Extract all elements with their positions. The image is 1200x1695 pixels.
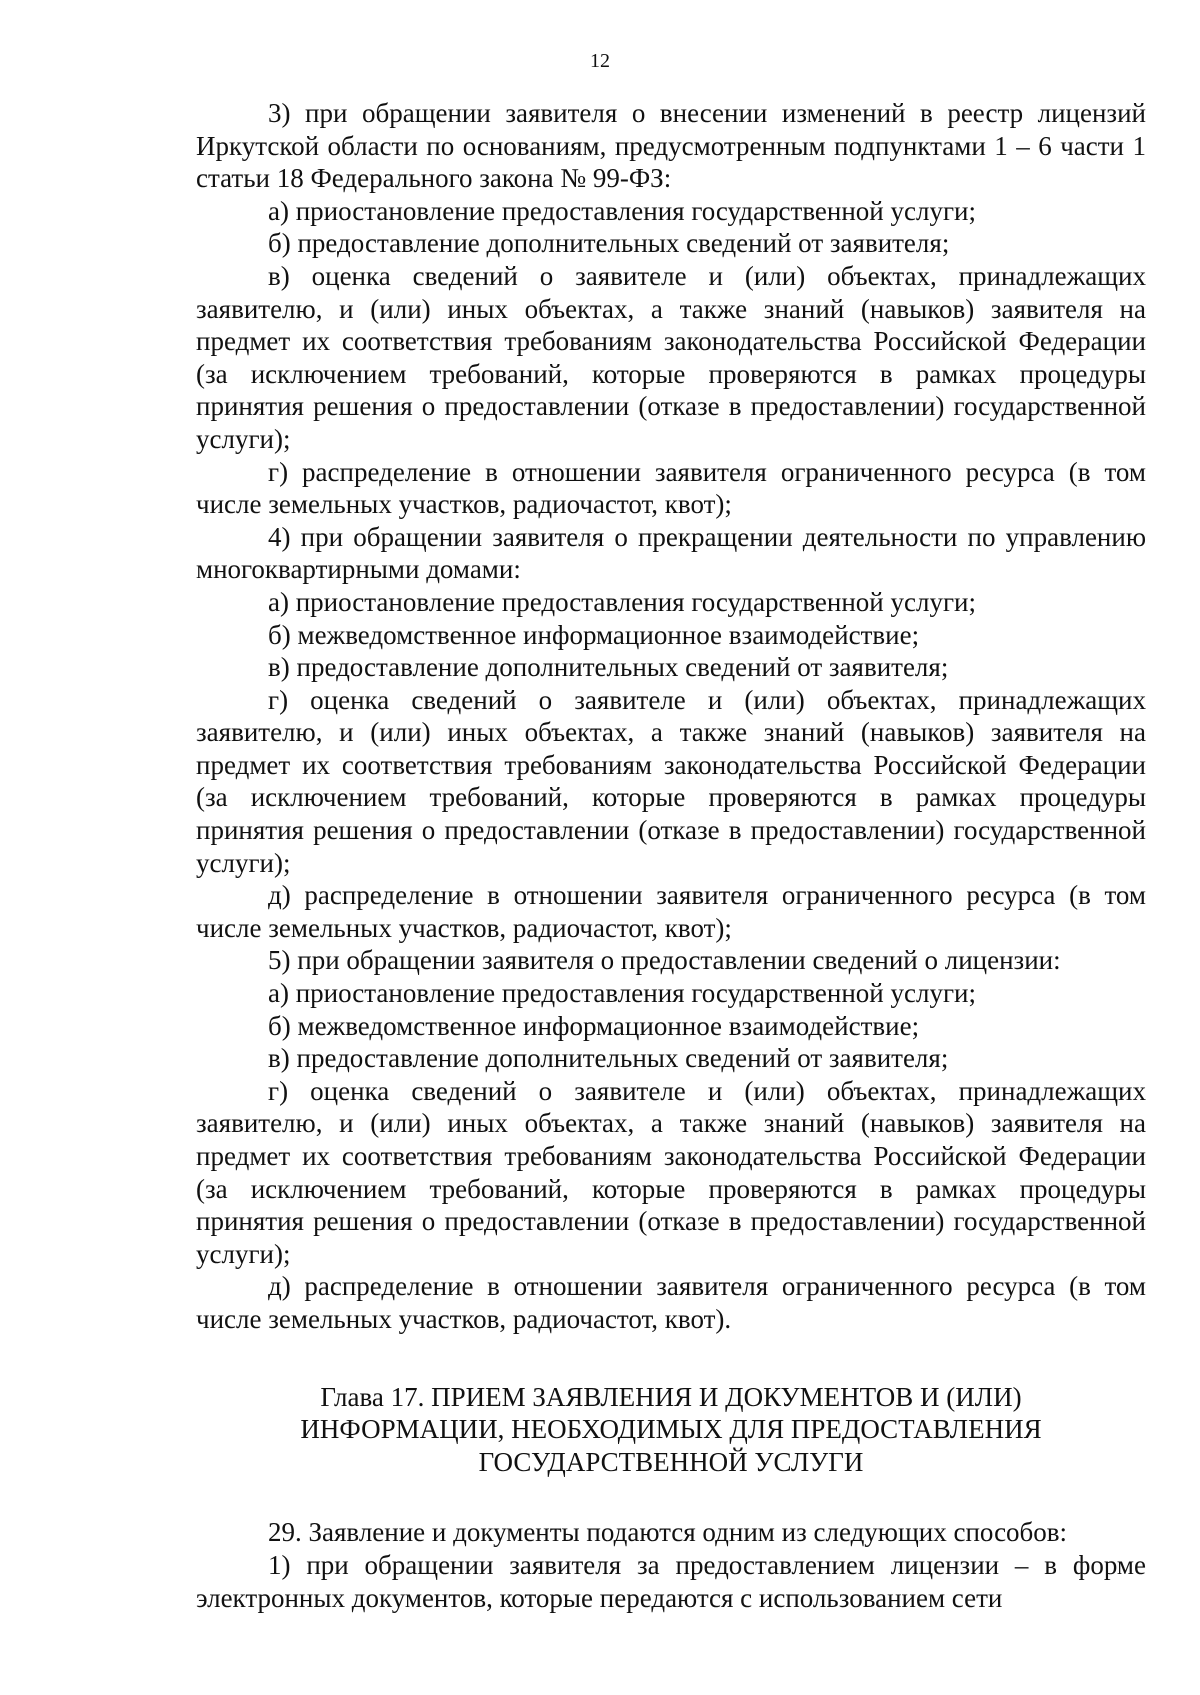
paragraph: а) приостановление предоставления государственной услуги; <box>268 195 976 226</box>
paragraph: 4) при обращении заявителя о прекращении деятельности по управлению многоквартирными домами: <box>196 521 1146 585</box>
document-body <box>196 97 1146 1614</box>
page-number: 12 <box>590 50 610 72</box>
chapter-heading <box>196 1381 1146 1479</box>
paragraph: г) оценка сведений о заявителе и (или) объектах, принадлежащих заявителю, и (или) иных объектах, а также знаний (навыков) заявителя на предмет их соответствия требованиям законодательства Российской Федерации (за исключением требований, которые проверяются в рамках процедуры принятия решения о предоставлении (отказе в предоставлении) государственной услуги); <box>196 1075 1146 1269</box>
paragraph: г) распределение в отношении заявителя ограниченного ресурса (в том числе земельных участков, радиочастот, квот); <box>196 456 1146 520</box>
paragraph: д) распределение в отношении заявителя ограниченного ресурса (в том числе земельных участков, радиочастот, квот). <box>196 1271 1146 1334</box>
paragraph: б) межведомственное информационное взаимодействие; <box>268 1010 920 1041</box>
paragraph: 3) при обращении заявителя о внесении изменений в реестр лицензий Иркутской области по основаниям, предусмотренным подпунктами 1 – 6 части 1 статьи 18 Федерального закона № 99-ФЗ: <box>196 98 1146 194</box>
paragraphs-after <box>196 1516 1146 1614</box>
paragraph: 1) при обращении заявителя за предоставлением лицензии – в форме электронных документов, которые передаются с использованием сети <box>196 1549 1146 1613</box>
paragraph: а) приостановление предоставления государственной услуги; <box>268 978 976 1009</box>
paragraph: б) межведомственное информационное взаимодействие; <box>268 619 920 650</box>
paragraph: г) оценка сведений о заявителе и (или) объектах, принадлежащих заявителю, и (или) иных объектах, а также знаний (навыков) заявителя на предмет их соответствия требованиям законодательства Российской Федерации (за исключением требований, которые проверяются в рамках процедуры принятия решения о предоставлении (отказе в предоставлении) государственной услуги); <box>196 684 1146 878</box>
chapter-heading-line: Глава 17. ПРИЕМ ЗАЯВЛЕНИЯ И ДОКУМЕНТОВ И (ИЛИ) <box>320 1381 1022 1412</box>
paragraph: в) предоставление дополнительных сведений от заявителя; <box>268 652 949 683</box>
chapter-heading-line: ИНФОРМАЦИИ, НЕОБХОДИМЫХ ДЛЯ ПРЕДОСТАВЛЕНИЯ <box>300 1414 1042 1445</box>
paragraph: б) предоставление дополнительных сведений от заявителя; <box>268 228 950 259</box>
paragraph: 5) при обращении заявителя о предоставлении сведений о лицензии: <box>268 945 1061 976</box>
paragraph: д) распределение в отношении заявителя ограниченного ресурса (в том числе земельных участков, радиочастот, квот); <box>196 880 1146 943</box>
paragraph: в) предоставление дополнительных сведений от заявителя; <box>268 1043 949 1074</box>
paragraph: 29. Заявление и документы подаются одним из следующих способов: <box>268 1517 1068 1548</box>
chapter-heading-line: ГОСУДАРСТВЕННОЙ УСЛУГИ <box>478 1446 864 1477</box>
paragraph: а) приостановление предоставления государственной услуги; <box>268 586 976 617</box>
paragraphs-before <box>196 97 1146 1336</box>
paragraph: в) оценка сведений о заявителе и (или) объектах, принадлежащих заявителю, и (или) иных объектах, а также знаний (навыков) заявителя на предмет их соответствия требованиям законодательства Российской Федерации (за исключением требований, которые проверяются в рамках процедуры принятия решения о предоставлении (отказе в предоставлении) государственной услуги); <box>196 260 1146 454</box>
